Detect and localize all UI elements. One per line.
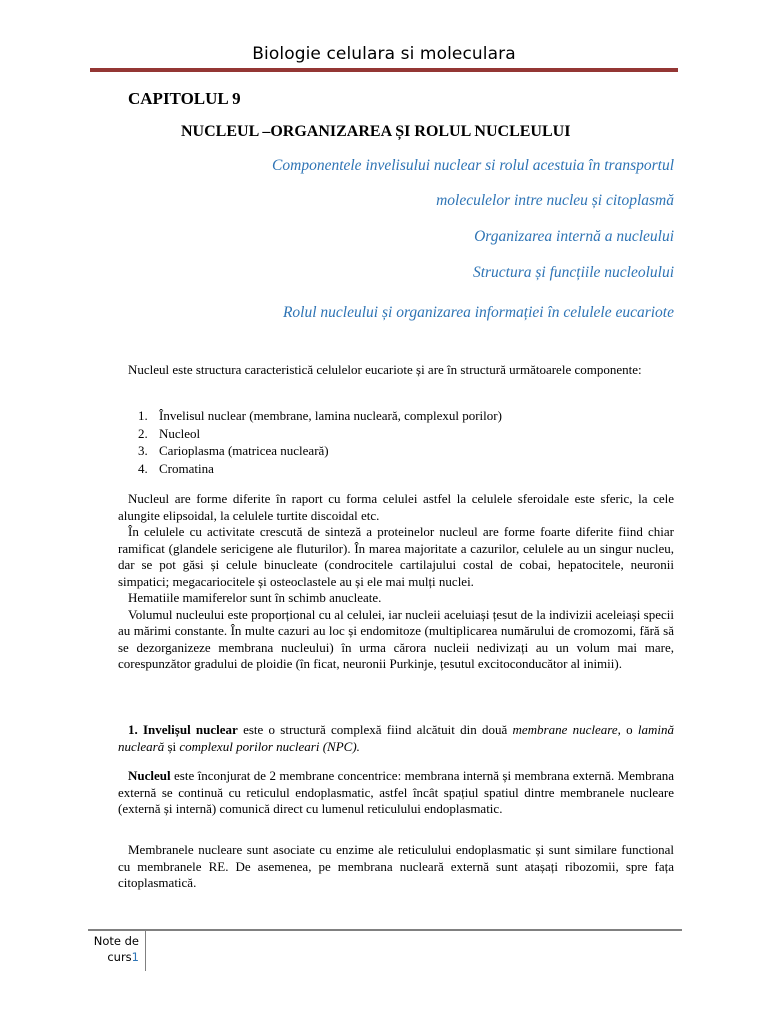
list-item-text: Nucleol <box>159 425 201 441</box>
toc-line-5[interactable]: Rolul nucleului și organizarea informației în celulele eucariote <box>282 304 674 321</box>
nucleus-heading: Nucleul <box>128 768 171 783</box>
nucleus-paragraph <box>118 768 674 818</box>
paragraph-synthesis: În celulele cu activitate crescută de sinteză a proteinelor nucleul are forme foarte diferite fiind chiar ramificat (glandele sericigene ale fluturilor). În marea majoritate a cazurilor, celulele au un singur nucleu, dar se pot găsi și celule binucleate (condrocitele cartilajului costal de cobai, hepatocitele, neuronii simpatici; megacariocitele și osteoclastele au și ele mai mulți nuclei. <box>118 524 674 589</box>
toc-line-4[interactable]: Structura și funcțiile nucleolului <box>472 264 674 281</box>
footer-label-curs: curs <box>107 950 132 964</box>
list-item <box>138 407 502 425</box>
toc-line-3[interactable]: Organizarea internă a nucleului <box>474 228 674 245</box>
body-paragraphs <box>118 491 674 673</box>
list-item <box>138 425 502 443</box>
list-item-text: Carioplasma (matricea nucleară) <box>159 443 329 458</box>
list-item <box>138 460 502 478</box>
components-list <box>138 407 502 477</box>
list-item <box>138 442 502 460</box>
list-item-number: 2. <box>138 425 148 441</box>
envelope-text-1: este o structură complexă fiind alcătuit din două <box>237 722 513 737</box>
paragraph-hematii: Hematiile mamiferelor sunt în schimb anucleate. <box>128 590 382 605</box>
footer-label-line2 <box>94 949 139 965</box>
envelope-heading: 1. Invelișul nuclear <box>128 722 238 737</box>
intro-paragraph <box>118 362 674 379</box>
footer-note-box <box>88 931 146 971</box>
list-item-text: Cromatina <box>159 460 214 476</box>
chapter-title: NUCLEUL –ORGANIZAREA ȘI ROLUL NUCLEULUI <box>181 123 571 140</box>
nucleus-text <box>118 768 674 818</box>
envelope-text <box>118 722 674 755</box>
chapter-number: CAPITOLUL 9 <box>128 89 241 108</box>
list-item-number: 3. <box>138 443 148 458</box>
toc-line-2[interactable]: moleculelor intre nucleu și citoplasmă <box>436 192 674 209</box>
membranes-text: Membranele nucleare sunt asociate cu enzime ale reticulului endoplasmatic și sunt similare functional cu membranele RE. De asemenea, pe membrana nucleară externă sunt atașați ribozomii, spre fața citoplasmatică. <box>118 842 674 890</box>
envelope-paragraph <box>118 722 674 755</box>
page-header-title: Biologie celulara si moleculara <box>252 44 516 64</box>
paragraph-volume: Volumul nucleului este proporțional cu al celulei, iar nucleii aceluiași țesut de la indivizii aceleiași specii au mărimi constante. În multe cazuri au loc și endomitoze (multiplicarea numărului de cromozomi, fără să se dezorganizeze membrana nucleului) în urma cărora nucleii nedivizați au un volum mai mare, corespunzător gradului de ploidie (în ficat, neuronii Purkinje, țesutul excitoconducător al inimii). <box>118 606 674 671</box>
footer-rule <box>88 929 682 931</box>
list-item-number: 1. <box>138 408 148 423</box>
toc-line-1[interactable]: Componentele invelisului nuclear si rolul acestuia în transportul <box>272 157 674 174</box>
list-item-number: 4. <box>138 460 148 476</box>
footer-note <box>94 933 139 965</box>
intro-text: Nucleul este structura caracteristică celulelor eucariote și are în structură următoarele componente: <box>128 362 642 377</box>
page-number: 1 <box>131 950 139 964</box>
list-item-text: Învelisul nuclear (membrane, lamina nucleară, complexul porilor) <box>159 408 502 423</box>
envelope-text-3: și <box>164 738 180 754</box>
envelope-term-membranes: membrane nucleare <box>512 722 618 737</box>
envelope-term-lamina: lamină nucleară <box>118 722 674 754</box>
footer-label-line1: Note de <box>93 934 139 948</box>
membranes-paragraph <box>118 842 674 892</box>
paragraph-shape: Nucleul are forme diferite în raport cu forma celulei astfel la celulele sferoidale este sferic, la cele alungite elipsoidal, la celulele turtite discoidal etc. <box>118 491 674 523</box>
envelope-term-npc: complexul porilor nucleari (NPC). <box>179 738 360 754</box>
header-rule <box>90 68 678 72</box>
envelope-text-2: , o <box>617 722 638 737</box>
nucleus-text-body: este înconjurat de 2 membrane concentrice: membrana internă și membrana externă. Membrana externă se continuă cu reticulul endoplasmatic, astfel încât spațiul spatiul dintre membranele nucleare (externă și internă) comunică direct cu lumenul reticulului endoplasmatic. <box>118 768 674 816</box>
